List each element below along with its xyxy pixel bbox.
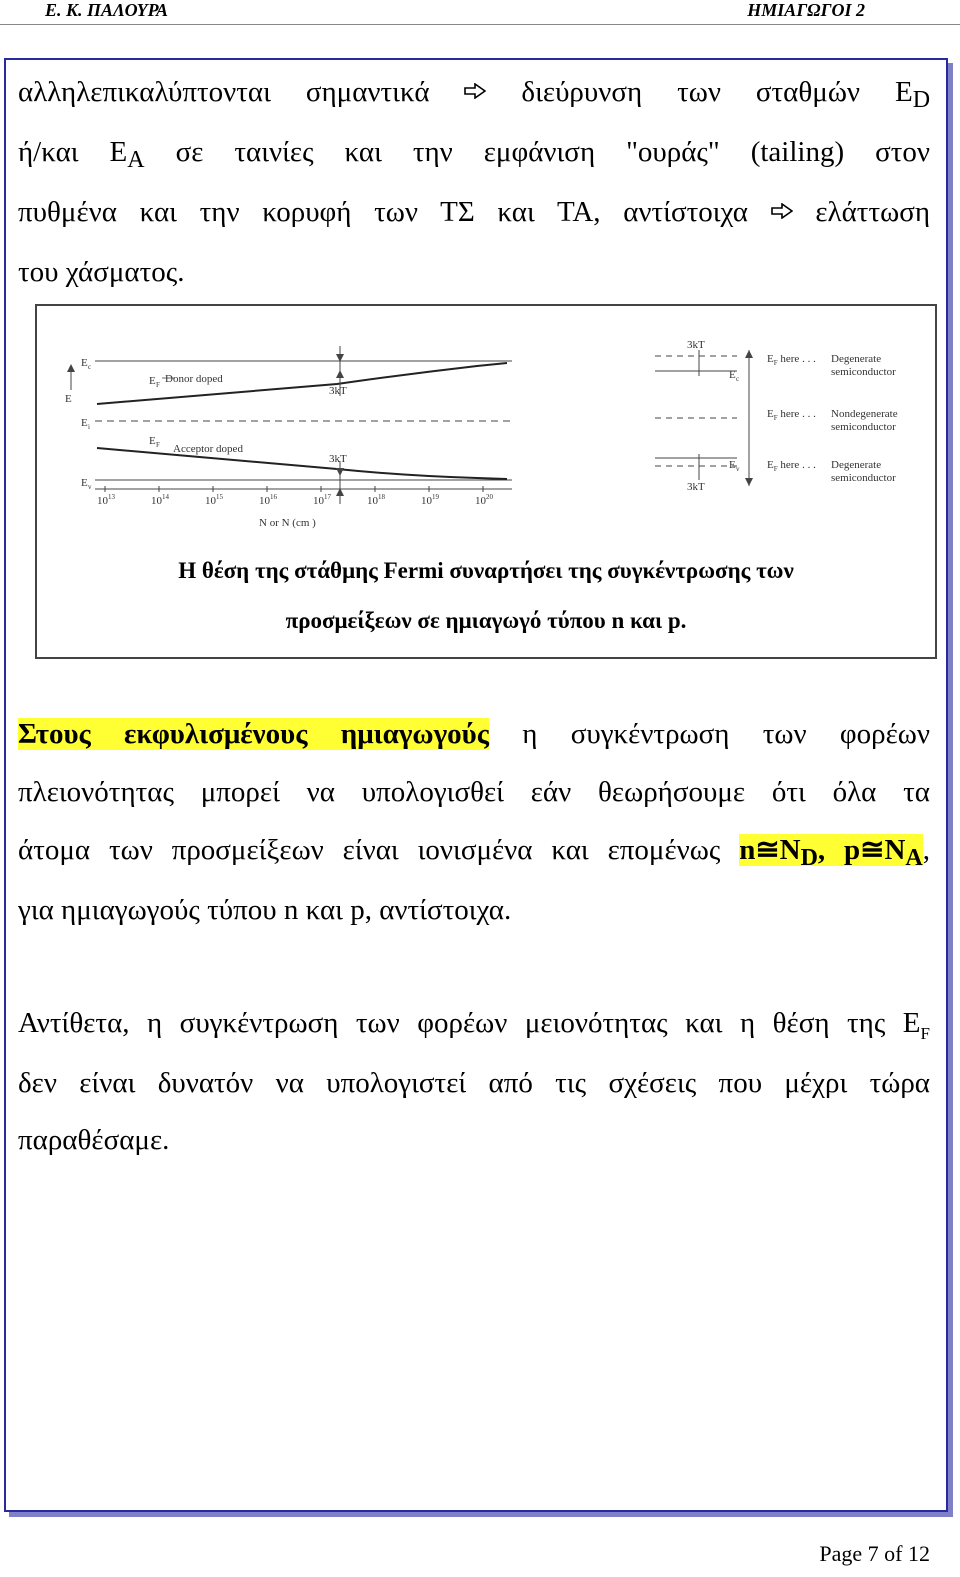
- para2-line4: για ημιαγωγούς τύπου n και p, αντίστοιχα.: [18, 894, 512, 926]
- svg-text:semiconductor: semiconductor: [831, 421, 896, 433]
- header-title: ΗΜΙΑΓΩΓΟΙ 2: [747, 0, 865, 20]
- para1-line1: αλληλεπικαλύπτονται σημαντικά διεύρυνση των σταθμών $E_D$: [18, 76, 931, 113]
- page-number: Page 7 of 12: [819, 1541, 930, 1566]
- x-tick-label: $10^{16}$: [259, 493, 277, 507]
- right-row-2: [767, 408, 898, 433]
- acceptor-doped-label: Acceptor doped: [173, 443, 243, 455]
- para3-line1: Αντίθετα, η συγκέντρωση των φορέων μειονότητας και η θέση της $E_F$: [18, 1007, 930, 1043]
- highlighted-term: Στους εκφυλισμένους ημιαγωγούς: [18, 718, 489, 750]
- svg-text:Nondegenerate: Nondegenerate: [831, 408, 898, 420]
- right-row-3: [767, 459, 896, 484]
- x-tick-label: $10^{18}$: [367, 493, 385, 507]
- donor-ef-label: E: [149, 375, 156, 387]
- acceptor-ef-label: E: [149, 435, 156, 447]
- arrow-right-icon: [464, 83, 486, 99]
- svg-text:c: c: [736, 375, 740, 383]
- left-3kt-top: 3kT: [329, 385, 347, 397]
- right-row-1: [767, 353, 896, 378]
- svg-text:F: F: [156, 441, 160, 449]
- ec-label: E: [81, 357, 88, 369]
- x-tick-label: $10^{14}$: [151, 493, 169, 507]
- e-axis-label: E: [65, 393, 72, 405]
- para2-line1: Στους εκφυλισμένους ημιαγωγούς η συγκέντρωση των φορέων: [18, 718, 930, 750]
- figure-box: [35, 304, 937, 659]
- arrow-right-icon: [771, 203, 793, 219]
- x-tick-label: $10^{19}$: [421, 493, 439, 507]
- para1-line3: πυθμένα και την κορυφή των ΤΣ και ΤΑ, αντίστοιχα ελάττωση: [18, 196, 931, 228]
- fermi-level-figure: [37, 306, 935, 546]
- svg-text:semiconductor: semiconductor: [831, 366, 896, 378]
- svg-text:i: i: [88, 423, 90, 431]
- para2-line2: πλειονότητας μπορεί να υπολογισθεί εάν θεωρήσουμε ότι όλα τα: [18, 776, 930, 808]
- donor-doped-label: Donor doped: [165, 373, 223, 385]
- figure-caption-line1: Η θέση της στάθμης Fermi συναρτήσει της συγκέντρωσης των: [178, 558, 794, 583]
- x-tick-label: $10^{20}$: [475, 493, 493, 507]
- x-axis-label: N or N (cm ): [259, 517, 316, 529]
- svg-text:v: v: [88, 483, 92, 491]
- svg-text:F: F: [156, 381, 160, 389]
- para3-line2: δεν είναι δυνατόν να υπολογιστεί από τις σχέσεις που μέχρι τώρα: [18, 1067, 930, 1099]
- para1-line2: ή/και $E_A$ σε ταινίες και την εμφάνιση "ουράς" (tailing) στον: [18, 136, 930, 173]
- right-ev-label: E: [729, 459, 736, 471]
- highlighted-formula: $n≅N_D$, $p≅N_A$: [739, 834, 923, 871]
- svg-text:EF here . . .: $E_F$ here . . .: [767, 459, 816, 473]
- header-rule: [0, 24, 960, 25]
- figure-caption-line2: προσμείξεων σε ημιαγωγό τύπου n και p.: [285, 608, 687, 633]
- svg-text:c: c: [88, 363, 92, 371]
- svg-text:v: v: [736, 465, 740, 473]
- x-tick-label: $10^{13}$: [97, 493, 115, 507]
- svg-text:EF here . . .: $E_F$ here . . .: [767, 353, 816, 367]
- para2-line3: άτομα των προσμείξεων είναι ιονισμένα και επομένως $n≅N_D$, $p≅N_A$,: [18, 834, 931, 871]
- svg-text:Degenerate: Degenerate: [831, 459, 882, 471]
- para3-line3: παραθέσαμε.: [18, 1124, 170, 1156]
- right-3kt-bottom: 3kT: [687, 481, 705, 493]
- svg-text:EF here . . .: $E_F$ here . . .: [767, 408, 816, 422]
- x-tick-label: $10^{17}$: [313, 493, 331, 507]
- left-3kt-bottom: 3kT: [329, 453, 347, 465]
- right-3kt-top: 3kT: [687, 339, 705, 351]
- ev-label: E: [81, 477, 88, 489]
- para1-line4: του χάσματος.: [18, 256, 185, 288]
- svg-text:Degenerate: Degenerate: [831, 353, 882, 365]
- svg-text:semiconductor: semiconductor: [831, 472, 896, 484]
- ei-label: E: [81, 417, 88, 429]
- x-tick-label: $10^{15}$: [205, 493, 223, 507]
- right-ec-label: E: [729, 369, 736, 381]
- header-author: Ε. Κ. ΠΑΛΟΥΡΑ: [45, 0, 169, 20]
